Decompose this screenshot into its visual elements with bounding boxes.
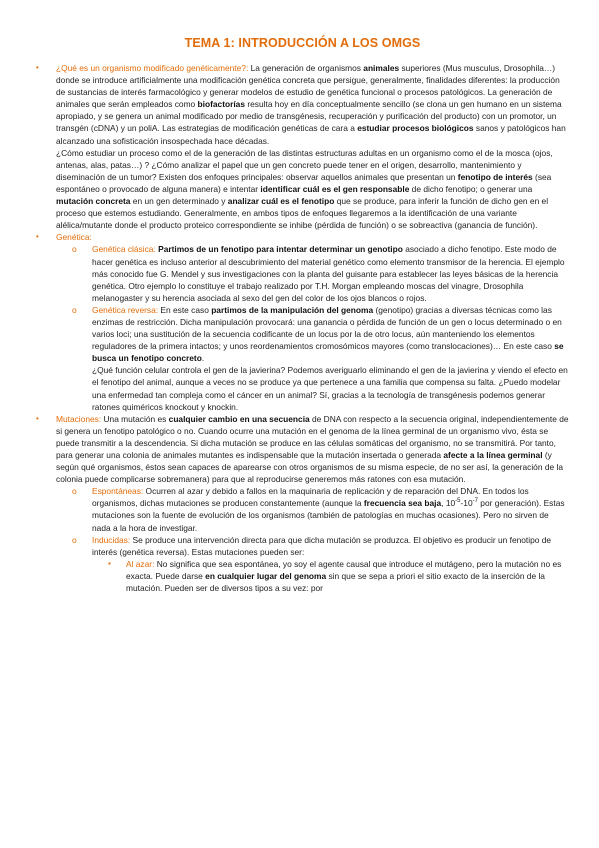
- text: en un gen determinado y: [130, 196, 228, 207]
- bold-text: biofactorías: [197, 99, 246, 110]
- bullet-icon: •: [36, 232, 39, 242]
- bullet-icon: •: [36, 413, 39, 423]
- text: Ocurren al azar y debido a fallos en la maquinaria de replicación y de reparación del DNA. En todos los organismos, dichas mutaciones se producen constantemente (aunque la: [92, 486, 529, 509]
- text: de dicho fenotipo; o generar una: [409, 183, 533, 194]
- subsubbullet-al-azar: [36, 558, 569, 594]
- text: No significa que sea espontánea, yo soy el agente causal que introduce el mutágeno, pero la mutación no es exacta. Puede darse: [126, 558, 562, 581]
- bold-text: animales: [363, 63, 400, 73]
- text: sanos y patológicos han alcanzado una sofisticación insospechada hace décadas.: [56, 123, 566, 146]
- bullet-icon: •: [36, 63, 39, 72]
- subsection-heading: Genética clásica:: [92, 244, 156, 255]
- subbullet-espontaneas: [36, 485, 569, 533]
- text: de DNA con respecto a la secuencia original, independientemente de si genera un fenotipo patológico o no. Cuando ocurre una mutación en el genoma de la línea germinal de un organismo vivo, ésta se puede transmitir a la descendencia. Si dicha mutación se produce en las células somáticas del organismo, no se transmitirá. Por tanto, para generar una colonia de animales mutantes es indispensable que la mutación insertada o generada: [56, 413, 569, 460]
- page-title: TEMA 1: INTRODUCCIÓN A LOS OMGS: [184, 36, 421, 50]
- bold-text: cualquier cambio en una secuencia: [168, 413, 310, 424]
- section-heading: Mutaciones:: [56, 413, 102, 424]
- subsection-heading: Inducidas:: [92, 534, 131, 545]
- subsection-heading: Genética reversa:: [92, 304, 159, 315]
- circle-bullet-icon: o: [72, 244, 77, 255]
- text: ¿Cómo estudiar un proceso como el de la generación de las distintas estructuras adultas en un organismo como el de la mosca (ojos, antenas, alas, patas…) ? ¿Cómo analizar el papel que un gen concreto puede tener en el origen, desarrollo, mantenimiento y diseminación de un tumor? Existen dos enfoques principales: observar aquellos animales que presentan un: [56, 147, 553, 182]
- text: Se produce una intervención directa para que dicha mutación se produzca. El objetivo es producir un fenotipo de interés (genética reversa). Estas mutaciones pueden ser:: [92, 534, 552, 557]
- text: -10: [460, 498, 473, 509]
- bullet-omg-definition: [36, 62, 569, 147]
- text: resulta hoy en día conceptualmente sencillo (se clona un gen humano en un sistema apropiado, y se genera un animal modificado por medio de transgénesis, recuperación y purificación del producto) con un promotor, un transgén (cDNA) y un poliA. Las estrategias de modificación genéticas de cara a: [56, 99, 562, 134]
- text: .: [201, 353, 205, 364]
- subbullet-genetica-clasica: [36, 243, 569, 303]
- bold-text: mutación concreta: [56, 196, 131, 207]
- bold-text: se busca un fenotipo concreto: [92, 341, 564, 364]
- bold-text: Partimos de un fenotipo para intentar determinar un genotipo: [158, 244, 403, 255]
- superscript: -7: [472, 498, 478, 505]
- text: Una mutación es: [101, 413, 169, 424]
- text: La generación de organismos: [248, 63, 364, 73]
- paragraph-approaches: [36, 147, 569, 232]
- subsubsection-heading: Al azar:: [126, 558, 155, 569]
- subbullet-genetica-reversa: [36, 304, 569, 364]
- text: asociado a dicho fenotipo. Este modo de hacer genética es incluso anterior al descubrimiento del material genético como elemento transmisor de la herencia. El ejemplo más conocido fue G. Mendel y sus investigaciones con la planta del guisante para establecer las leyes básicas de la herencia genética. Otro ejemplo lo constituye el trabajo realizado por T.H. Morgan empleando moscas del vinagre, Drosophila melanogaster y su herencia asociada al sexo del gen del color de los ojos blancos o rojos.: [92, 244, 565, 303]
- text: , 10: [441, 498, 456, 509]
- square-bullet-icon: ▪: [108, 558, 111, 568]
- bold-text: estudiar procesos biológicos: [357, 123, 474, 134]
- text: (y según qué organismos, éstos sean capaces de aparearse con otros organismos de su misma especie, de no ser así, la generación de la colonia puede complicarse sobremanera) para que al reproducirse generemos más ratones con esa mutación.: [56, 450, 563, 485]
- bold-text: analizar cuál es el fenotipo: [227, 196, 335, 207]
- superscript: -5: [455, 498, 461, 505]
- question-heading: ¿Qué es un organismo modificado genéticamente?:: [56, 63, 249, 73]
- paragraph-javierina: ¿Qué función celular controla el gen de la javierina? Podemos averiguarlo eliminando el gen de la javierina y viendo el efecto en el fenotipo del animal, aunque a veces no se produce ya que pertenece a una familia que compensa su falta. ¿Puedo modelar una enfermedad tan compleja como el cáncer en un animal? Sí, gracias a la tecnología de transgénesis podemos generar ratones quiméricos knockout y knockin.: [92, 365, 568, 412]
- bold-text: fenotipo de interés: [457, 171, 533, 182]
- circle-bullet-icon: o: [72, 486, 77, 497]
- bold-text: frecuencia sea baja: [363, 498, 442, 509]
- bold-text: en cualquier lugar del genoma: [205, 570, 327, 581]
- bullet-mutaciones: [36, 413, 569, 486]
- text: por generación). Estas mutaciones son la fuente de evolución de los organismos (también de patologías en muchas ocasiones). Pero no sirven de nada a la hora de investigar.: [92, 498, 565, 533]
- bold-text: afecte a la línea germinal: [443, 450, 543, 460]
- text: que se produce, para inferir la función de dicho gen en el proceso que estemos estudiando. Generalmente, en ambos tipos de enfoques llegaremos a la identificación de una variante alélica/mutante donde el producto proteico correspondiente se inhibe (pérdida de función) o se sobreactiva (ganancia de función).: [56, 196, 549, 231]
- text: sin que se sepa a priori el sitio exacto de la inserción de la mutación. Pueden ser de diversos tipos a su vez: por: [126, 570, 545, 594]
- subbullet-inducidas: [36, 534, 569, 558]
- text: (sea espontáneo o provocado de alguna manera) e intentar: [56, 171, 552, 194]
- circle-bullet-icon: o: [72, 534, 77, 545]
- bold-text: partimos de la manipulación del genoma: [211, 304, 374, 315]
- bold-text: identificar cuál es el gen responsable: [260, 183, 410, 194]
- text: En este caso: [158, 304, 212, 315]
- subsection-heading: Espontáneas:: [92, 486, 144, 497]
- text: superiores (Mus musculus, Drosophila…) donde se introduce artificialmente una modificación genética concreta que persigue, generalmente, finalidades diferentes: la producción de sustancias de interés farmacológico y generar modelos de estudio de genética funcional o procesos patológicos. La generación de animales que serán empleados como: [56, 63, 560, 110]
- text: (genotipo) gracias a diversas técnicas como las enzimas de restricción. Dicha manipulación provocará: una ganancia o pérdida de función de un gen o locus determinado o en varios loci; una sustitución de la secuencia codificante de un locus por la de otro locus, aún manteniendo los elementos reguladores de la primera intactos; y unos reordenamientos cromosómicos mayores (como translocaciones)… En este caso: [92, 304, 562, 352]
- section-heading: Genética:: [56, 232, 92, 243]
- circle-bullet-icon: o: [72, 304, 77, 315]
- bullet-genetica: [36, 231, 569, 243]
